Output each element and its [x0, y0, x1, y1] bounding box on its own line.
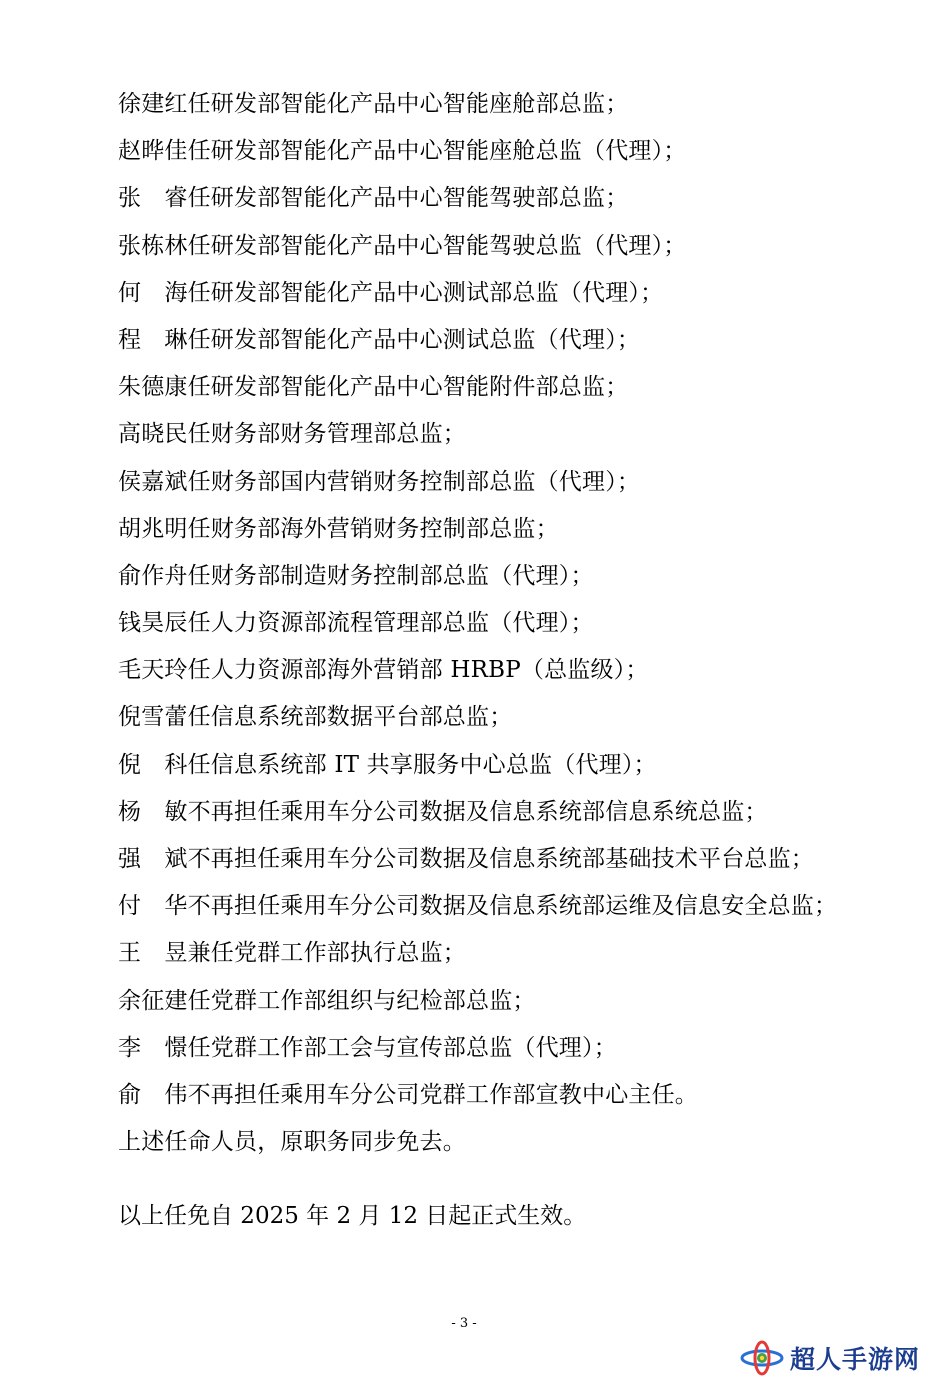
watermark-logo-icon [740, 1340, 784, 1376]
person-name: 俞 伟 [118, 1081, 188, 1108]
watermark-text: 超人手游网 [789, 1345, 920, 1374]
appointment-text: 任研发部智能化产品中心智能驾驶部总监； [187, 185, 629, 212]
appointment-line [118, 414, 908, 461]
appointment-text: 任信息系统部 IT 共享服务中心总监（代理）； [187, 751, 657, 778]
appointment-text: 任研发部智能化产品中心智能座舱总监（代理）； [187, 138, 687, 165]
appointment-line [118, 84, 908, 131]
appointment-line [118, 886, 908, 933]
effective-date-statement: 以上任免自 2025 年 2 月 12 日起正式生效。 [118, 1203, 587, 1229]
person-name: 付 华 [118, 893, 188, 920]
appointment-text: 任研发部智能化产品中心智能座舱部总监； [187, 91, 629, 117]
appointment-line [118, 1075, 908, 1122]
appointment-line [118, 226, 908, 273]
person-name: 王 昱 [118, 940, 188, 967]
appointment-text: 任信息系统部数据平台部总监； [187, 704, 513, 731]
appointment-line [118, 792, 908, 839]
appointment-text: 任财务部国内营销财务控制部总监（代理）； [187, 468, 641, 495]
appointment-text: 任财务部海外营销财务控制部总监； [187, 515, 559, 542]
appointment-line [118, 273, 908, 320]
appointment-line [118, 367, 908, 414]
person-name: 倪雪蕾 [118, 704, 188, 731]
appointment-line [118, 933, 908, 980]
appointment-text: 任研发部智能化产品中心智能驾驶总监（代理）； [187, 232, 687, 259]
appointment-text: 任人力资源部流程管理部总监（代理）； [187, 610, 594, 637]
person-name: 俞作舟 [118, 562, 188, 589]
person-name: 余征建 [118, 987, 188, 1014]
appointment-text: 任财务部制造财务控制部总监（代理）； [187, 562, 594, 589]
person-name: 程 琳 [118, 326, 188, 353]
person-name: 倪 科 [118, 751, 188, 778]
appointment-text: 不再担任乘用车分公司数据及信息系统部运维及信息安全总监； [187, 893, 838, 920]
appointment-text: 兼任党群工作部执行总监； [187, 940, 467, 967]
person-name: 高晓民 [118, 421, 188, 448]
removal-note: 上述任命人员，原职务同步免去。 [118, 1129, 466, 1156]
appointment-line [118, 1028, 908, 1075]
appointment-line [118, 603, 908, 650]
person-name: 钱昊辰 [118, 610, 188, 637]
appointment-text: 任党群工作部工会与宣传部总监（代理）； [187, 1034, 617, 1061]
person-name: 侯嘉斌 [118, 468, 188, 495]
watermark [740, 1340, 920, 1376]
person-name: 胡兆明 [118, 515, 188, 542]
appointment-text: 任财务部财务管理部总监； [187, 421, 467, 448]
appointment-text: 不再担任乘用车分公司党群工作部宣教中心主任。 [187, 1081, 699, 1108]
appointment-line [118, 839, 908, 886]
appointment-text: 任研发部智能化产品中心测试部总监（代理）； [187, 279, 664, 306]
person-name: 杨 敏 [118, 798, 188, 825]
person-name: 赵晔佳 [118, 138, 188, 165]
appointment-line [118, 462, 908, 509]
person-name: 毛天玲 [118, 657, 188, 684]
appointment-text: 任研发部智能化产品中心智能附件部总监； [187, 374, 629, 401]
person-name: 朱德康 [118, 374, 188, 401]
appointment-line [118, 320, 908, 367]
appointment-line [118, 745, 908, 792]
page-number: - 3 - [451, 1316, 477, 1331]
person-name: 何 海 [118, 279, 188, 306]
appointment-line [118, 178, 908, 225]
appointment-line [118, 556, 908, 603]
appointment-list [118, 84, 908, 1169]
appointment-text: 不再担任乘用车分公司数据及信息系统部基础技术平台总监； [187, 846, 815, 872]
appointment-line [118, 981, 908, 1028]
person-name: 强 斌 [118, 846, 188, 872]
appointment-text: 任研发部智能化产品中心测试总监（代理）； [187, 326, 641, 353]
person-name: 徐建红 [118, 91, 188, 117]
person-name: 张 睿 [118, 185, 188, 212]
person-name: 张栋林 [118, 232, 188, 259]
person-name: 李 憬 [118, 1034, 188, 1061]
appointment-line [118, 650, 908, 697]
appointment-line [118, 509, 908, 556]
appointment-line [118, 697, 908, 744]
appointment-text: 不再担任乘用车分公司数据及信息系统部信息系统总监； [187, 798, 768, 825]
appointment-line [118, 131, 908, 178]
appointment-text: 任人力资源部海外营销部 HRBP（总监级）； [187, 657, 649, 684]
appointment-text: 任党群工作部组织与纪检部总监； [187, 987, 536, 1014]
